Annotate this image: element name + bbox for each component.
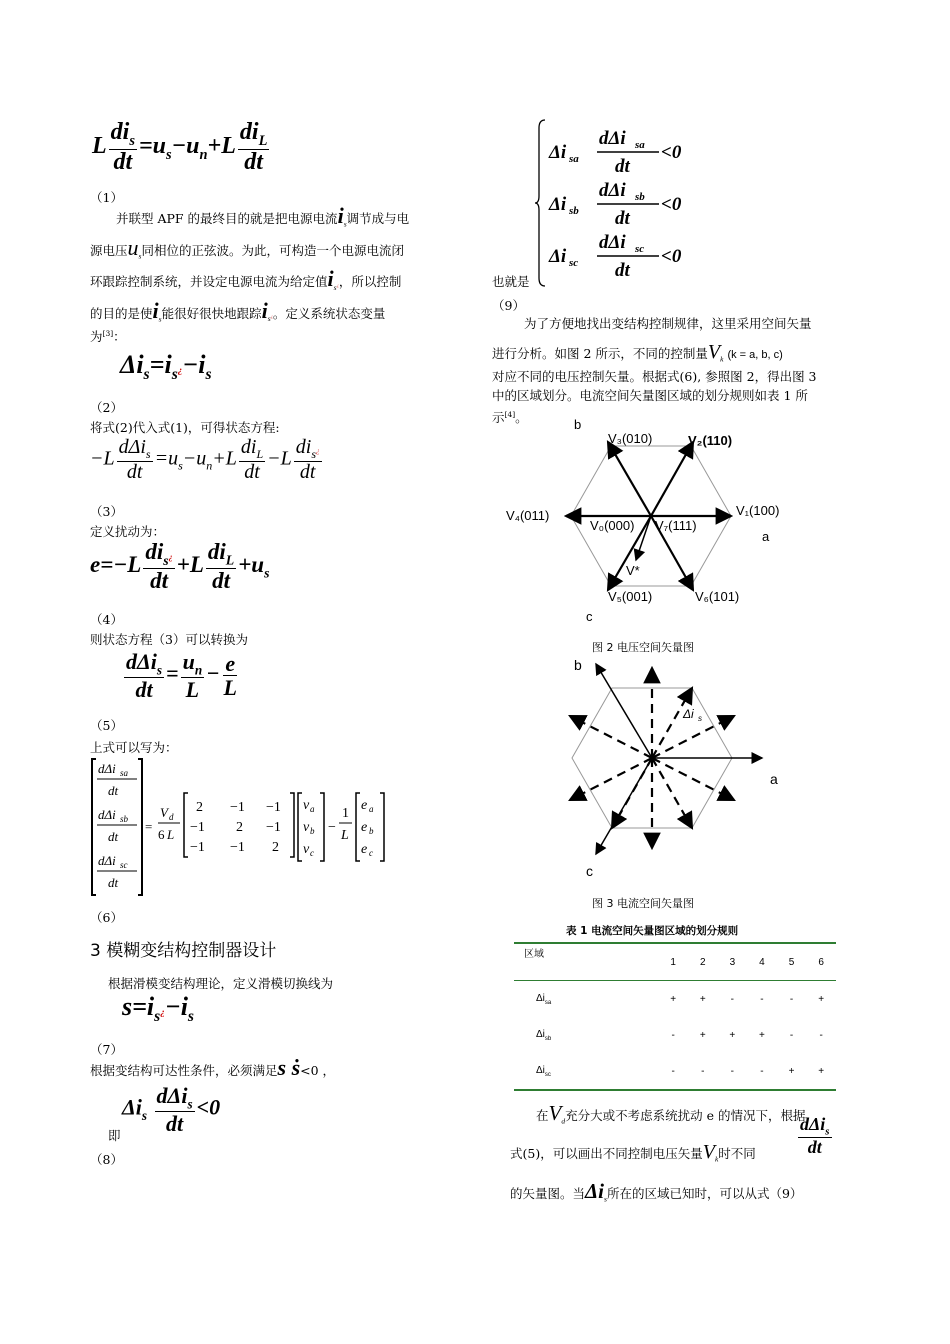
table-header-col: 1 (670, 956, 676, 968)
svg-text:dt: dt (615, 156, 630, 177)
table-header-col: 4 (759, 956, 765, 968)
table-cell: + (818, 993, 825, 1005)
table-header-region: 区域 (524, 949, 544, 960)
svg-text:−1: −1 (230, 840, 245, 855)
svg-text:v: v (303, 798, 310, 813)
fig2-label-c: c (586, 609, 593, 624)
svg-text:b: b (310, 826, 315, 836)
paragraph-4: 则状态方程（3）可以转换为 (90, 632, 248, 647)
equation-4: e=−L $\frac{di_{s^¿}}{dt}$ +L $\frac{di_L}{dt}$ $+u_s$ (90, 539, 270, 594)
svg-text:dΔi: dΔi (98, 853, 116, 868)
svg-text:Δi: Δi (549, 142, 567, 163)
fig3-label-b: b (574, 657, 582, 673)
svg-text:−1: −1 (230, 800, 245, 815)
table-row-label: $\Delta i_{sb}$ (536, 1028, 552, 1042)
table-cell: - (760, 1065, 764, 1077)
fig3-label-di: Δi (683, 707, 694, 721)
table-cell: - (789, 993, 794, 1005)
svg-text:L: L (167, 827, 175, 842)
svg-text:−1: −1 (266, 800, 281, 815)
paragraph-10: 在$V_d$充分大或不考虑系统扰动 e 的情况下，根据 式(5)，可以画出不同控制电压矢量$V_k$时不同 dΔi$_s$ dt 的矢量图。当$\Delta i_s$所在的区域已知时，可以从式（9） (510, 1101, 830, 1204)
paragraph-1: 并联型 APF 的最终目的就是把电源电流$i_s$调节成与电 源电压$u_s$同相位的正弦波。为此，可构造一个电源电流闭 环跟踪控制系统，并设定电源电流为给定值$i_{s^¿}$，所以控制 的目的是使$i_s$能很好很快地跟踪$i_{s^¿}$。定义系统状态变量 为[3]： (90, 203, 410, 345)
svg-text:a: a (369, 804, 374, 814)
svg-text:−1: −1 (190, 840, 205, 855)
equation-2: $\Delta i_s=i_{s^¿}-i_s$ (120, 350, 212, 384)
table-cell: - (671, 1029, 675, 1041)
svg-text:<0: <0 (661, 194, 682, 215)
svg-text:e: e (361, 842, 368, 857)
table-cell: - (730, 993, 735, 1005)
svg-text:v: v (303, 842, 310, 857)
equation-number-8: （8） (90, 1152, 123, 1167)
table-cell: + (759, 1029, 765, 1041)
table-cell: + (699, 1029, 706, 1041)
svg-text:a: a (310, 804, 315, 814)
table-cell: - (701, 1065, 705, 1077)
table-row (514, 1053, 836, 1090)
fig2-label-v7: V₇(111) (655, 518, 697, 533)
fig2-label-v0: V₀(000) (590, 518, 635, 533)
svg-text:s: s (698, 714, 702, 723)
fig2-label-v4: V₄(011) (506, 508, 550, 523)
svg-text:<0: <0 (661, 246, 682, 267)
svg-text:sa: sa (635, 139, 645, 151)
equation-8: $\Delta i_s$ $\frac{d\Delta i_s}{dt}$ <0 (122, 1083, 221, 1137)
equation-9-label: 也就是 (492, 274, 530, 289)
equation-1: L $\frac{di_s}{dt}$ $=u_s-u_n+L$ $\frac{di_L}{dt}$ (92, 119, 268, 175)
svg-text:V: V (160, 805, 168, 820)
fig2-v2-vector (651, 442, 693, 516)
table-cell: - (789, 1029, 794, 1041)
equation-number-7: （7） (90, 1042, 123, 1057)
svg-text:dt: dt (108, 875, 119, 890)
table-cell: + (818, 1065, 825, 1077)
equation-number-3: （3） (90, 504, 123, 519)
equation-6-matrix (90, 757, 400, 897)
svg-text:dt: dt (615, 208, 630, 229)
table-cell: - (819, 1029, 823, 1041)
svg-text:6: 6 (158, 827, 165, 842)
svg-text:dΔi: dΔi (98, 761, 116, 776)
table-cell: - (671, 1065, 675, 1077)
svg-text:sb: sb (635, 191, 645, 203)
table-cell: - (730, 1065, 735, 1077)
svg-text:dt: dt (108, 829, 119, 844)
fig2-label-b: b (574, 417, 582, 432)
paragraph-3: 定义扰动为： (90, 524, 166, 539)
svg-text:Δi: Δi (549, 246, 567, 267)
section-heading: 3 模糊变结构控制器设计 (90, 941, 277, 961)
svg-text:e: e (361, 798, 368, 813)
fig2-label-v1: V₁(100) (736, 503, 780, 518)
equation-5: $\frac{d\Delta i_s}{dt}$ = $\frac{u_n}{L}$ − $\frac{e}{L}$ (126, 649, 237, 703)
svg-text:e: e (361, 820, 368, 835)
paragraph-8: 即 (108, 1128, 121, 1143)
table-1-title: 表 1 电流空间矢量图区域的划分规则 (566, 925, 739, 937)
equation-number-4: （4） (90, 612, 123, 627)
equation-3: −L $\frac{d\Delta i_s}{dt}$ $=u_s-u_n+L$ $\frac{di_L}{dt}$ −L $\frac{di_{s^¿}}{dt}$ (90, 436, 320, 483)
fig2-label-vstar: V* (626, 563, 640, 578)
equation-7: $s=i_{s^¿}-i_s$ (122, 992, 194, 1026)
svg-text:sa: sa (120, 768, 129, 778)
paragraph-9: 为了方便地找出变结构控制规律，这里采用空间矢量 进行分析。如图 2 所示，不同的控制量$V_k$ (k = a, b, c) 对应不同的电压控制矢量。根据式(6), 参照图 2，得出图 3 中的区域划分。电流空间矢量图区域的划分规则如表 1 所 示[4]。 (492, 316, 817, 425)
svg-text:1: 1 (342, 806, 349, 821)
svg-text:c: c (310, 848, 314, 858)
svg-text:dΔi: dΔi (599, 180, 626, 201)
svg-text:dt: dt (615, 260, 630, 281)
equation-number-9: （9） (492, 298, 525, 313)
equation-number-5: （5） (90, 718, 123, 733)
paragraph-6: 根据滑模变结构理论，定义滑模切换线为 (108, 976, 334, 991)
fig2-label-v3: V₃(010) (608, 431, 653, 446)
svg-text:<0: <0 (661, 142, 682, 163)
table-cell: + (729, 1029, 736, 1041)
table-header-col: 3 (729, 956, 736, 968)
svg-text:−1: −1 (190, 820, 205, 835)
svg-text:sc: sc (569, 257, 579, 269)
fig2-label-v6: V₆(101) (695, 589, 740, 604)
fig3-label-a: a (770, 771, 778, 787)
svg-text:Δi: Δi (549, 194, 567, 215)
figure-3-caption: 图 3 电流空间矢量图 (592, 897, 694, 910)
equation-number-2: （2） (90, 400, 123, 415)
svg-text:sc: sc (120, 860, 128, 870)
equation-9-system (535, 118, 715, 288)
paragraph-5: 上式可以写为： (90, 740, 178, 755)
fig3-label-c: c (586, 863, 593, 879)
svg-text:2: 2 (196, 800, 203, 815)
paragraph-7: 根据变结构可达性条件，必须满足s ṡ<0 ， (90, 1055, 336, 1080)
svg-text:L: L (341, 828, 349, 843)
fig2-label-v5: V₅(001) (608, 589, 653, 604)
table-row (514, 981, 836, 1018)
svg-text:sc: sc (635, 243, 645, 255)
svg-text:=: = (145, 819, 153, 834)
svg-text:b: b (369, 826, 374, 836)
table-cell: + (670, 993, 677, 1005)
svg-text:dΔi: dΔi (599, 128, 626, 149)
svg-text:−: − (328, 820, 336, 835)
equation-number-6: （6） (90, 910, 123, 925)
svg-text:2: 2 (236, 820, 243, 835)
table-row (514, 1017, 836, 1053)
equation-number-1: （1） (90, 190, 123, 205)
paragraph-2: 将式(2)代入式(1)，可得状态方程: (90, 420, 280, 435)
table-row-label: $\Delta i_{sa}$ (536, 992, 552, 1006)
fig2-v3-vector (608, 442, 651, 516)
figure-3-current-vector-diagram (540, 650, 800, 880)
fig2-label-v2: V₂(110) (688, 433, 733, 448)
svg-text:v: v (303, 820, 310, 835)
table-header-col: 2 (699, 956, 706, 968)
table-header-col: 5 (788, 956, 795, 968)
svg-text:c: c (369, 848, 373, 858)
table-cell: - (760, 993, 764, 1005)
table-header-col: 6 (818, 956, 824, 968)
svg-text:2: 2 (272, 840, 279, 855)
svg-text:dt: dt (108, 783, 119, 798)
svg-text:dΔi: dΔi (98, 807, 116, 822)
svg-text:sb: sb (569, 205, 579, 217)
table-cell: + (699, 993, 706, 1005)
figure-2-caption: 图 2 电压空间矢量图 (592, 641, 694, 654)
figure-2-voltage-vector-diagram (500, 415, 800, 625)
table-cell: + (788, 1065, 795, 1077)
svg-text:dΔi: dΔi (599, 232, 626, 253)
table-row-label: $\Delta i_{sc}$ (536, 1064, 551, 1078)
svg-text:−1: −1 (266, 820, 281, 835)
table-1 (514, 942, 836, 1091)
svg-text:sb: sb (120, 814, 129, 824)
svg-text:sa: sa (569, 153, 579, 165)
fig2-label-a: a (762, 529, 770, 544)
svg-text:d: d (169, 812, 174, 822)
